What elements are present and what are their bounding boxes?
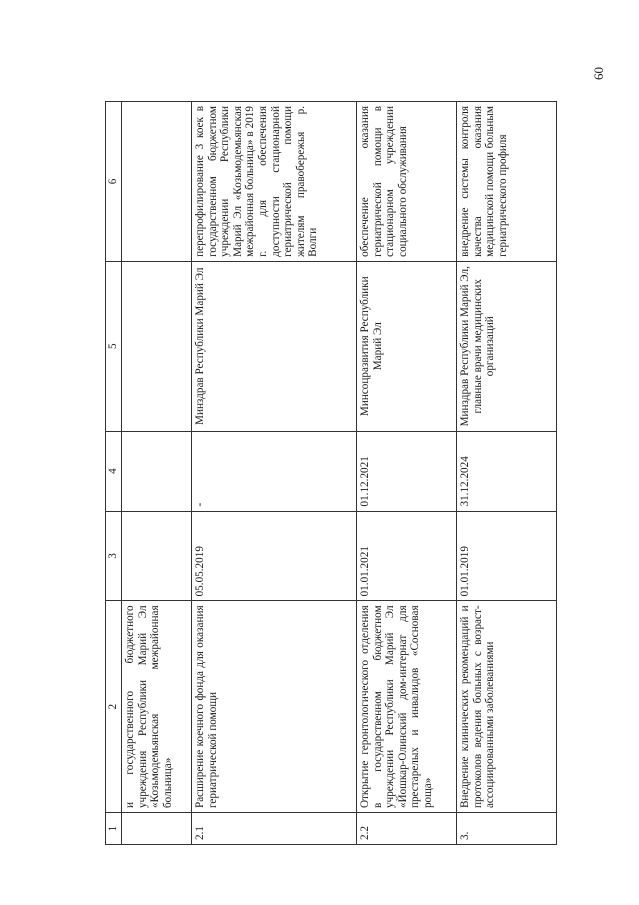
row-number: 2.2 <box>357 813 457 845</box>
column-header: 2 <box>106 601 122 813</box>
table-row <box>122 102 192 845</box>
end-date: 31.12.2024 <box>457 431 557 511</box>
start-date <box>122 511 192 601</box>
column-number-row <box>106 102 122 845</box>
start-date: 05.05.2019 <box>192 511 357 601</box>
column-header: 4 <box>106 431 122 511</box>
row-number: 2.1 <box>192 813 357 845</box>
executor: Минздрав Республики Марий Эл <box>192 261 357 431</box>
end-date <box>122 431 192 511</box>
column-header: 1 <box>106 813 122 845</box>
end-date: - <box>192 431 357 511</box>
row-number: 3. <box>457 813 557 845</box>
event-text: Расширение коечного фонда для оказания гериатрической помощи <box>192 601 357 813</box>
result-text: обеспечение оказания гериатрической помощи в стационарном учреждении социального обслуживания <box>357 102 457 262</box>
executor <box>122 261 192 431</box>
table-row <box>457 102 557 845</box>
result-text <box>122 102 192 262</box>
column-header: 6 <box>106 102 122 262</box>
row-number <box>122 813 192 845</box>
executor: Минздрав Республики Марий Эл, главные врачи медицинских организаций <box>457 261 557 431</box>
table-row <box>357 102 457 845</box>
executor: Минсоцразвития Республики Марий Эл <box>357 261 457 431</box>
start-date: 01.01.2019 <box>457 511 557 601</box>
event-text: Внедрение клинических рекомендаций и протоколов ведения больных с возраст-ассоциированными заболеваниями <box>457 601 557 813</box>
event-text: и государственного бюджетного учреждения Республики Марий Эл «Козьмодемьянская межрайонная больница» <box>122 601 192 813</box>
rotated-table-container <box>105 101 595 845</box>
column-header: 3 <box>106 511 122 601</box>
start-date: 01.01.2021 <box>357 511 457 601</box>
page-number: 60 <box>591 67 606 80</box>
column-header: 5 <box>106 261 122 431</box>
table-row <box>192 102 357 845</box>
events-table <box>105 101 557 845</box>
event-text: Открытие геронтологического отделения в государственном бюджетном учреждении Республики Марий Эл «Йошкар-Олинский дом-интернат для престарелых и инвалидов «Сосновая роща» <box>357 601 457 813</box>
result-text: перепрофилирование 3 коек в государственном бюджетном учреждении Республики Марий Эл «Козьмодемьянская межрайонная больница» в 2019 г. для обеспечения доступности стационарной гериатрической помощи жителям правобережья р. Волги <box>192 102 357 262</box>
result-text: внедрение системы контроля качества оказания медицинской помощи больным гериатрического профиля <box>457 102 557 262</box>
end-date: 01.12.2021 <box>357 431 457 511</box>
